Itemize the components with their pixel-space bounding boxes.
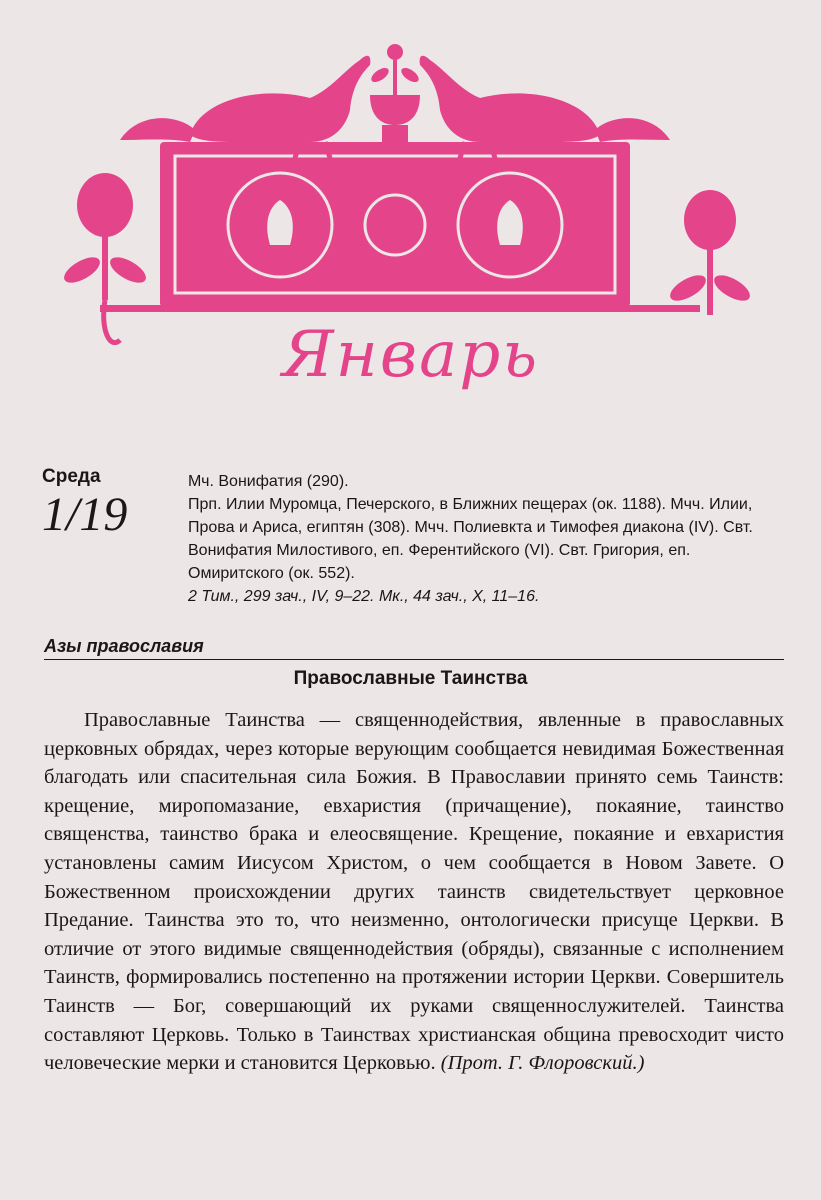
peacock-ornament xyxy=(60,30,760,360)
date-number: 1/19 xyxy=(42,488,128,541)
article-title: Православные Таинства xyxy=(293,668,528,689)
section-label: Азы православия xyxy=(44,636,784,660)
vase-icon xyxy=(369,44,421,142)
date-block xyxy=(42,466,182,540)
saints-line-1: Мч. Вонифатия (290). xyxy=(188,473,349,490)
article-body xyxy=(44,706,784,1078)
ornamental-chest xyxy=(100,142,700,312)
right-flower-icon xyxy=(666,190,754,315)
weekday: Среда xyxy=(42,466,101,487)
month-title: Январь xyxy=(281,318,540,392)
article-text: Православные Таинства — священнодействия, явленные в православных церковных обрядах, через которые верующим сообщается невидимая Божественная благодать или спасительная сила Божия. В Православии принято семь Таинств: крещение, миропомазание, евхаристия (причащение), покаяние, таинство священства, таинство брака и елеосвящение. Крещение, покаяние и евхаристия установлены самим Иисусом Христом, о чем сообщается в Новом Завете. О Божественном происхождении других таинств свидетельствует церковное Предание. Таинства это то, что неизменно, онтологически присуще Церкви. В отличие от этого видимые священнодействия (обряды), связанные с исполнением Таинств, формировались постепенно на протяжении истории Церкви. Совершитель Таинств — Бог, совершающий их руками священнослужителей. Таинства составляют Церковь. Только в Таинствах христианская община превосходит чисто человеческие мерки и становится Церковью. xyxy=(44,709,784,1075)
scripture-readings: 2 Тим., 299 зач., IV, 9–22. Мк., 44 зач., X, 11–16. xyxy=(188,588,540,605)
saints-line-2: Прп. Илии Муромца, Печерского, в Ближних пещерах (ок. 1188). Мчч. Илии, Прова и Ариса, египтян (308). Мчч. Полиевкта и Тимофея диакона (IV). Свт. Вонифатия Милостивого, еп. Ферентийского (VI). Свт. Григория, еп. Омиритского (ок. 552). xyxy=(188,496,753,582)
article-attribution: (Прот. Г. Флоровский.) xyxy=(440,1052,645,1075)
saints-commemorations xyxy=(188,470,788,608)
